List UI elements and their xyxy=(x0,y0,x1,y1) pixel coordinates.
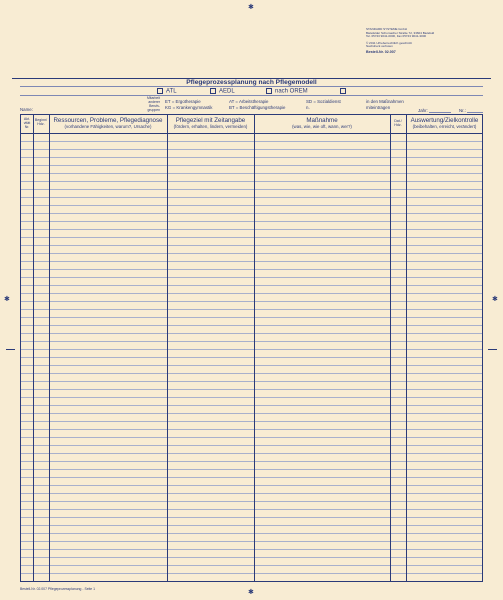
model-label: ATL xyxy=(166,88,177,95)
publisher-line: © 2011 Urheberrechtlich geschützt xyxy=(366,40,413,45)
crop-mark-right xyxy=(488,349,497,350)
footer-text: Bestell-Nr. 02.007 Pflegeprozessplanung - Seite 1 xyxy=(20,587,96,591)
legend-col-1: ET = Ergotherapie KG = Krankengymnastik xyxy=(165,99,213,110)
column-divider xyxy=(406,115,407,581)
name-label: Name: xyxy=(20,107,33,112)
publisher-line: STANDARD SYSTEME GmbH xyxy=(366,27,407,31)
col-header-goal: Pflegeziel mit Zeitangabe (fördern, erhalten, lindern, vermeiden) xyxy=(173,117,248,129)
column-divider xyxy=(390,115,391,581)
model-option-aedl[interactable] xyxy=(210,88,235,95)
form-title: Pflegeprozessplanung nach Pflegemodell xyxy=(186,79,317,86)
model-label: nach OREM xyxy=(275,88,308,95)
number-label: Nr.: xyxy=(459,108,466,113)
registration-mark-bottom: ✱ xyxy=(248,589,254,596)
header-rule xyxy=(20,86,483,87)
legend-col-4: in den Maßnahmen miteintragen xyxy=(366,99,404,110)
publisher-block xyxy=(366,28,434,55)
col-header-resources: Ressourcen, Probleme, Pflegediagnose (vorhandene Fähigkeiten, warum?, Ursache) xyxy=(53,117,163,129)
model-option-orem[interactable] xyxy=(266,88,308,95)
checkbox[interactable] xyxy=(210,88,216,94)
registration-mark-top: ✱ xyxy=(248,4,254,11)
checkbox[interactable] xyxy=(157,88,163,94)
crop-mark-left xyxy=(6,349,15,350)
registration-mark-right: ✱ xyxy=(492,296,498,303)
model-option-other[interactable] xyxy=(340,88,349,95)
col-header-measure: Maßnahme (was, wie, wie oft, wann, wer?) xyxy=(292,117,352,129)
care-plan-table xyxy=(20,114,483,582)
publisher-line: Nachdruck verboten xyxy=(366,44,393,49)
checkbox[interactable] xyxy=(266,88,272,94)
col-header-date: Dat./ Hdz. xyxy=(394,119,402,128)
legend-col-3: SD = Sozialdienst n. xyxy=(306,99,341,110)
column-divider xyxy=(49,115,50,581)
col-header-activity: Akt. vität Nr. xyxy=(23,117,31,130)
publisher-line: Tel. 05743 9041-0000, Fax 05743 9041-3000 xyxy=(366,34,427,39)
registration-mark-left: ✱ xyxy=(4,296,10,303)
model-option-atl[interactable] xyxy=(157,88,177,95)
publisher-line: Bielefelder Schumacher Straße 72, 33604 Bielefeld xyxy=(366,30,435,35)
order-number: Bestell-Nr. 02.007 xyxy=(366,49,396,54)
number-field[interactable] xyxy=(467,112,483,113)
checkbox[interactable] xyxy=(340,88,346,94)
mitarbeit-label: Mitarbeit anderer Berufs- gruppen xyxy=(146,96,160,112)
column-divider xyxy=(254,115,255,581)
year-field[interactable] xyxy=(429,112,451,113)
year-label: Jahr: xyxy=(418,108,428,113)
column-divider xyxy=(167,115,168,581)
col-header-start: Beginn/ Hdz. xyxy=(34,118,48,127)
legend-col-2: AT = Arbeitstherapie BT = Beschäftigungstherapie xyxy=(229,99,286,110)
table-body-rows[interactable] xyxy=(21,134,482,581)
col-header-evaluation: Auswertung/Zielkontrolle (beibehalten, erreicht, verändert) xyxy=(410,117,479,129)
header-rule xyxy=(20,95,483,96)
model-label: AEDL xyxy=(219,88,235,95)
column-divider xyxy=(33,115,34,581)
